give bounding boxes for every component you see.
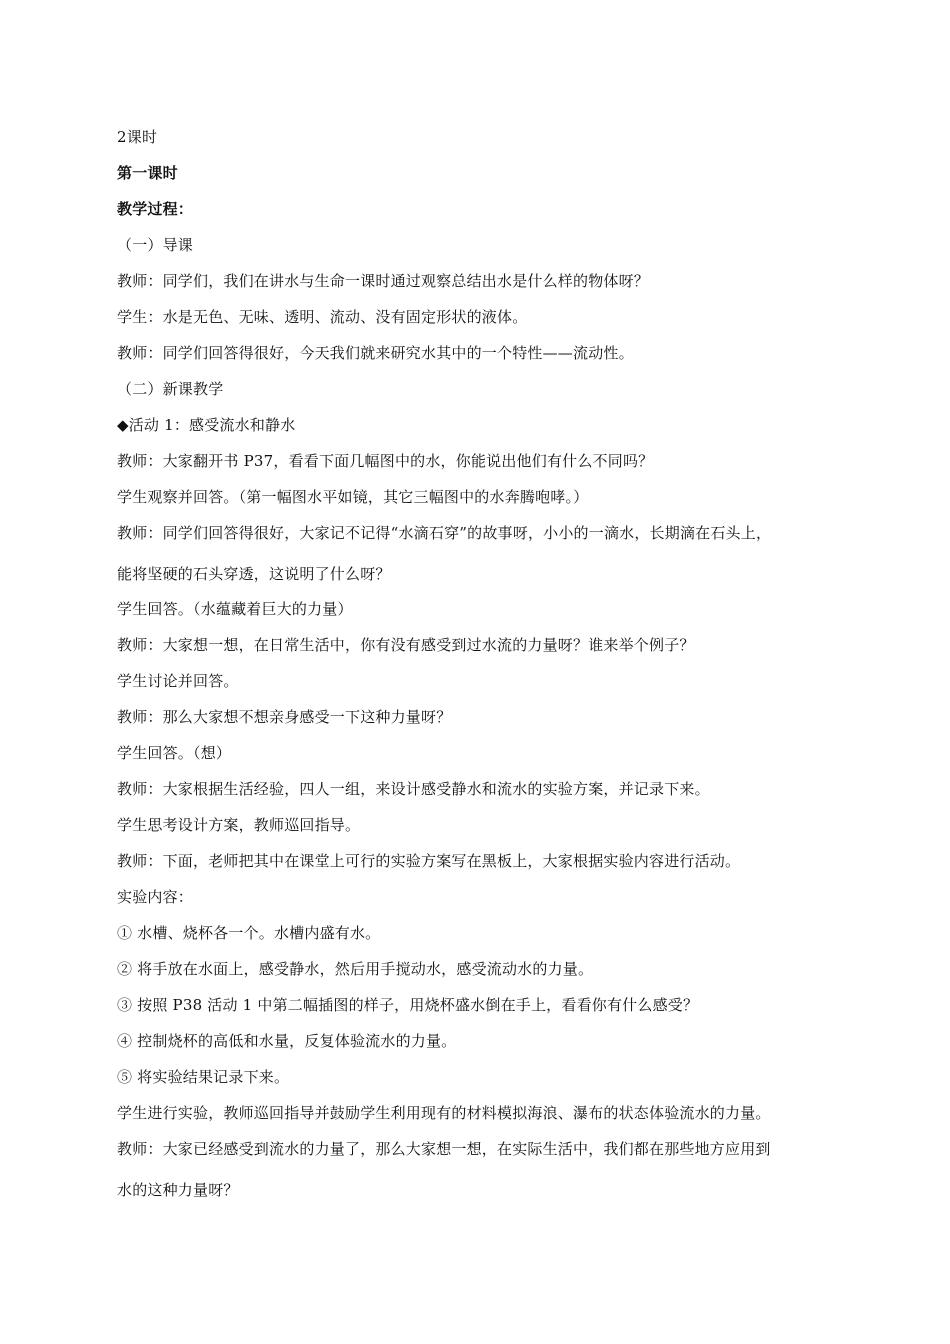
paragraph: 学生思考设计方案，教师巡回指导。: [117, 816, 361, 834]
section-heading-first-lesson: 第一课时: [117, 164, 178, 182]
paragraph: 教师：同学们回答得很好，大家记不记得“水滴石穿”的故事呀，小小的一滴水，长期滴在石头上，: [117, 524, 772, 542]
paragraph: 教师：大家想一想，在日常生活中，你有没有感受到过水流的力量呀？谁来举个例子？: [117, 636, 695, 654]
paragraph: 教师：大家已经感受到流水的力量了，那么大家想一想，在实际生活中，我们都在那些地方应用到: [117, 1140, 771, 1158]
activity-heading: ◆活动 1：感受流水和静水: [117, 416, 296, 434]
paragraph: 教师：下面，老师把其中在课堂上可行的实验方案写在黑板上，大家根据实验内容进行活动。: [117, 852, 741, 870]
paragraph: 教师：那么大家想不想亲身感受一下这种力量呀？: [117, 708, 452, 726]
paragraph: 教师：同学们回答得很好，今天我们就来研究水其中的一个特性——流动性。: [117, 344, 634, 362]
experiment-step: ① 水槽、烧杯各一个。水槽内盛有水。: [117, 924, 381, 942]
paragraph: 学生回答。（想）: [117, 744, 232, 762]
subsection-new-lesson: （二）新课教学: [117, 380, 224, 398]
paragraph: 能将坚硬的石头穿透，这说明了什么呀？: [117, 565, 391, 583]
paragraph: 水的这种力量呀？: [117, 1181, 239, 1199]
subsection-intro: （一）导课: [117, 236, 194, 254]
paragraph: 教师：同学们，我们在讲水与生命一课时通过观察总结出水是什么样的物体呀？: [117, 272, 650, 290]
paragraph: 教师：大家翻开书 P37，看看下面几幅图中的水，你能说出他们有什么不同吗？: [117, 452, 654, 470]
experiment-step: ② 将手放在水面上，感受静水，然后用手搅动水，感受流动水的力量。: [117, 960, 594, 978]
paragraph: 学生进行实验，教师巡回指导并鼓励学生利用现有的材料模拟海浪、瀑布的状态体验流水的力量。: [117, 1104, 771, 1122]
paragraph: 教师：大家根据生活经验，四人一组，来设计感受静水和流水的实验方案，并记录下来。: [117, 780, 710, 798]
experiment-heading: 实验内容：: [117, 888, 194, 906]
paragraph: 学生讨论并回答。: [117, 672, 239, 690]
paragraph: 学生回答。（水蕴藏着巨大的力量）: [117, 600, 353, 618]
experiment-step: ④ 控制烧杯的高低和水量，反复体验流水的力量。: [117, 1032, 457, 1050]
paragraph: 学生：水是无色、无味、透明、流动、没有固定形状的液体。: [117, 308, 528, 326]
lesson-count: 2课时: [117, 128, 158, 146]
experiment-step: ③ 按照 P38 活动 1 中第二幅插图的样子，用烧杯盛水倒在手上，看看你有什么感受？: [117, 996, 699, 1014]
paragraph: 学生观察并回答。（第一幅图水平如镜，其它三幅图中的水奔腾咆哮。）: [117, 488, 589, 506]
experiment-step: ⑤ 将实验结果记录下来。: [117, 1068, 290, 1086]
section-heading-process: 教学过程：: [117, 200, 194, 218]
